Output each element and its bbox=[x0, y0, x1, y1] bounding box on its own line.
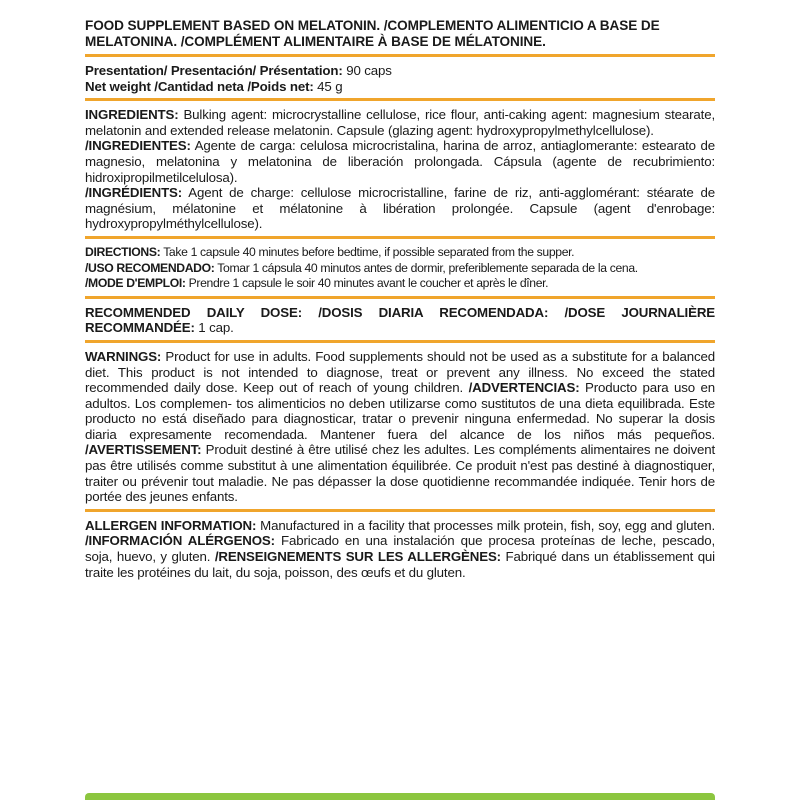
green-bottom-bar bbox=[85, 793, 715, 800]
directions-fr-label: /MODE D'EMPLOI: bbox=[85, 276, 186, 291]
product-title: FOOD SUPPLEMENT BASED ON MELATONIN. /COMPLEMENTO ALIMENTICIO A BASE DE MELATONINA. /COMPLÉMENT ALIMENTAIRE À BASE DE MÉLATONINE. bbox=[85, 18, 660, 49]
warnings-en-label: WARNINGS: bbox=[85, 348, 162, 364]
daily-dose-section bbox=[85, 305, 715, 336]
ingredients-en-label: INGREDIENTS: bbox=[85, 107, 179, 123]
allergens-fr-text: Fabriqué dans un établissement qui traite les protéines du lait, du soja, poisson, des œufs et du gluten. bbox=[85, 549, 715, 580]
warnings-en-text: Product for use in adults. Food supplements should not be used as a substitute for a balanced diet. This product is not intended to diagnose, treat or prevent any illness. No exceed the stated recommended daily dose. Keep out of reach of young children. bbox=[85, 348, 715, 396]
supplement-label bbox=[85, 18, 715, 580]
daily-dose-value: 1 cap. bbox=[194, 320, 234, 336]
presentation-value: 90 caps bbox=[342, 63, 392, 78]
warnings-es-text: Producto para uso en adultos. Los complemen- tos alimenticios no deben utilizarse como sustitutos de una dieta equilibrada. Este producto no está diseñado para diagnosticar, tratar o prevenir ninguna enfermedad. No superar la dosis diaria expresamente recomendada. Mantener fuera del alcance de los niños más pequeños. bbox=[85, 380, 715, 442]
directions-es-label: /USO RECOMENDADO: bbox=[85, 260, 215, 275]
net-weight-label: Net weight /Cantidad neta /Poids net: bbox=[85, 78, 314, 94]
presentation-section bbox=[85, 63, 715, 94]
ingredients-section bbox=[85, 107, 715, 232]
warnings-fr-label: /AVERTISSEMENT: bbox=[85, 442, 202, 458]
warnings-fr-text: Produit destiné à être utilisé chez les adultes. Les compléments alimentaires ne doivent pas être utilisés comme substitut à une alimentation équilibrée. Ce produit n'est pas destiné à diagnostiquer, traiter ou prévenir tout maladie. Ne pas dépasser la dose quotidienne recommandée indiquée. Tenir hors de portée des jeunes enfants. bbox=[85, 442, 715, 505]
ingredients-fr-label: /INGRÉDIENTS: bbox=[85, 185, 183, 201]
allergens-en-label: ALLERGEN INFORMATION: bbox=[85, 517, 257, 533]
separator bbox=[85, 236, 715, 239]
directions-en-label: DIRECTIONS: bbox=[85, 244, 161, 259]
directions-section bbox=[85, 245, 715, 292]
separator bbox=[85, 509, 715, 512]
allergens-fr-label: /RENSEIGNEMENTS SUR LES ALLERGÈNES: bbox=[214, 549, 501, 565]
directions-fr-text: Prendre 1 capsule le soir 40 minutes avant le coucher et après le dîner. bbox=[185, 276, 549, 291]
separator bbox=[85, 340, 715, 343]
separator bbox=[85, 54, 715, 57]
separator bbox=[85, 98, 715, 101]
allergens-es-label: /INFORMACIÓN ALÉRGENOS: bbox=[85, 533, 275, 549]
directions-en-text: Take 1 capsule 40 minutes before bedtime, if possible separated from the supper. bbox=[160, 244, 575, 259]
daily-dose-label: RECOMMENDED DAILY DOSE: /DOSIS DIARIA RECOMENDADA: /DOSE JOURNALIÈRE RECOMMANDÉE: bbox=[85, 304, 715, 336]
warnings-section bbox=[85, 349, 715, 505]
separator bbox=[85, 296, 715, 299]
net-weight-value: 45 g bbox=[313, 78, 343, 94]
allergens-es-text: Fabricado en una instalación que procesa proteínas de leche, pescado, soja, huevo, y gluten. bbox=[85, 533, 715, 565]
allergens-en-text: Manufactured in a facility that processes milk protein, fish, soy, egg and gluten. bbox=[256, 517, 715, 533]
ingredients-en-text: Bulking agent: microcrystalline cellulose, rice flour, anti-caking agent: magnesium stearate, melatonin and extended release melatonin. Capsule (glazing agent: hydroxypropylmethylcellulose). bbox=[85, 107, 715, 138]
ingredients-es-label: /INGREDIENTES: bbox=[85, 138, 191, 154]
directions-es-text: Tomar 1 cápsula 40 minutos antes de dormir, preferiblemente separada de la cena. bbox=[214, 260, 638, 275]
allergens-section bbox=[85, 518, 715, 580]
ingredients-fr-text: Agent de charge: cellulose microcristalline, farine de riz, anti-agglomérant: stéarate de magnésium, mélatonine et mélatonine à libération prolongée. Capsule (agent d'enrobage: hydroxypropylméthylcellulose). bbox=[85, 185, 715, 232]
ingredients-es-text: Agente de carga: celulosa microcristalina, harina de arroz, antiaglomerante: estearato de magnesio, melatonina y melatonina de liberación prolongada. Cápsula (agente de recubrimiento: hidroxipropilmetilcelulosa). bbox=[85, 138, 715, 185]
warnings-es-label: /ADVERTENCIAS: bbox=[468, 380, 580, 396]
presentation-label: Presentation/ Presentación/ Présentation: bbox=[85, 63, 343, 78]
